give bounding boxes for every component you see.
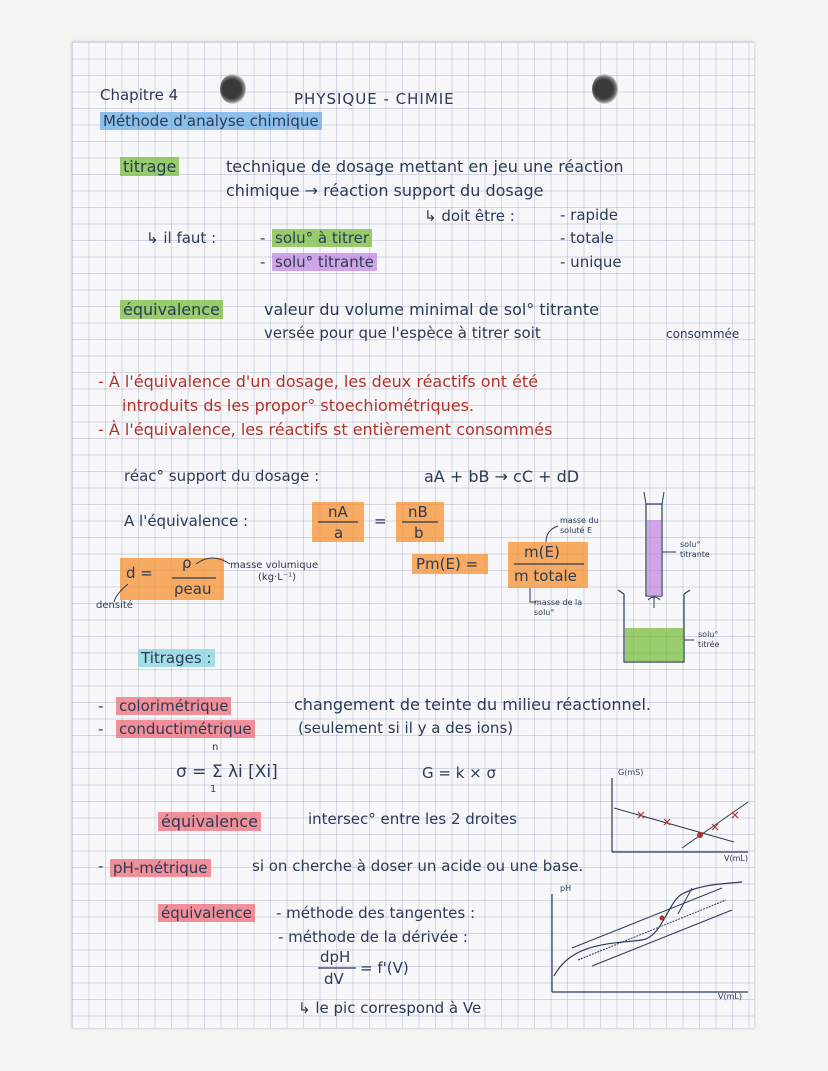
pm-label: Pm(E) = — [416, 555, 479, 573]
chapter-label: Chapitre 4 — [100, 86, 179, 104]
equivalence-def-end: consommée — [666, 327, 740, 341]
equivalence-def-1: valeur du volume minimal de sol° titrante — [264, 300, 600, 319]
pm-ann-top: masse du — [560, 516, 599, 525]
reaction-label: réac° support du dosage : — [124, 467, 320, 485]
conductimetrique-def: (seulement si il y a des ions) — [298, 719, 514, 737]
burette-titree-label: solu° — [698, 630, 719, 639]
equals-sign: = — [374, 512, 387, 530]
point-1: - À l'équivalence d'un dosage, les deux réactifs ont été — [98, 372, 539, 391]
equivalence-def-2: versée pour que l'espèce à titrer soit — [264, 324, 541, 342]
equivalence-term: équivalence — [120, 300, 223, 319]
prop-rapide: - rapide — [560, 206, 618, 224]
burette-titrante-label: solu° — [680, 540, 701, 549]
dash: - — [260, 253, 266, 271]
need-solu-titrer: solu° à titrer — [272, 229, 372, 247]
subject-title: PHYSIQUE - CHIMIE — [294, 90, 455, 108]
density-rho: ρ — [182, 554, 192, 572]
pm-den: m totale — [514, 567, 577, 585]
prop-unique: - unique — [560, 253, 622, 271]
ph-graph — [72, 42, 754, 1028]
ph-equivalence-term: équivalence — [158, 904, 255, 922]
ph-graph-y-label: pH — [560, 884, 572, 893]
needs-label: ↳ il faut : — [146, 229, 217, 247]
ph-def: si on cherche à doser un acide ou une base. — [252, 857, 584, 875]
ph-method-derivee: - méthode de la dérivée : — [278, 928, 468, 946]
must-be-label: ↳ doit être : — [424, 207, 515, 225]
pm-ann-top2: soluté E — [560, 526, 593, 535]
dv-label: dV — [324, 970, 344, 988]
fraction-nB: nB — [408, 503, 428, 521]
titrage-term: titrage — [120, 157, 179, 176]
g-formula: G = k × σ — [422, 764, 497, 782]
density-rho-eau: ρeau — [174, 580, 212, 598]
point-2: introduits ds les propor° stoechiométriques. — [122, 396, 475, 415]
peak-note: ↳ le pic correspond à Ve — [298, 999, 482, 1017]
cond-equivalence-def: intersec° entre les 2 droites — [308, 810, 517, 828]
dash: - — [98, 857, 104, 875]
fraction-a: a — [334, 524, 344, 542]
colorimetrique-term: colorimétrique — [116, 697, 231, 715]
titrage-def-1: technique de dosage mettant en jeu une réaction — [226, 157, 624, 176]
density-d: d = — [126, 564, 153, 582]
notebook-page — [72, 42, 754, 1028]
ph-graph-x-label: V(mL) — [718, 992, 742, 1001]
sum-bottom: 1 — [210, 784, 217, 795]
fraction-nA: nA — [328, 503, 348, 521]
fraction-b: b — [414, 524, 424, 542]
sum-top: n — [212, 742, 219, 753]
cond-equivalence-term: équivalence — [158, 812, 261, 831]
dash: - — [98, 697, 104, 715]
cond-graph-y-label: G(mS) — [618, 768, 644, 777]
dph-label: dpH — [320, 948, 351, 966]
sigma-formula: σ = Σ λi [Xi] — [176, 762, 278, 782]
page-title: Méthode d'analyse chimique — [100, 112, 322, 130]
derivative-label: = f'(V) — [360, 959, 409, 977]
pm-ann-bottom: masse de la — [534, 598, 583, 607]
cond-graph-x-label: V(mL) — [724, 854, 748, 863]
ph-term: pH-métrique — [110, 859, 211, 877]
pm-ann-bottom2: solu° — [534, 608, 555, 617]
titrages-heading: Titrages : — [138, 649, 215, 667]
reaction-equation: aA + bB → cC + dD — [424, 467, 580, 486]
point-3: - À l'équivalence, les réactifs st entièrement consommés — [98, 420, 553, 439]
densite-label: densité — [96, 600, 133, 611]
at-equivalence-label: A l'équivalence : — [124, 512, 249, 530]
burette-titrante-label-2: titrante — [680, 550, 710, 559]
mv-unit: (kg·L⁻¹) — [258, 572, 296, 583]
conductimetrique-term: conductimétrique — [116, 720, 255, 738]
dash: - — [260, 229, 266, 247]
pm-num: m(E) — [524, 543, 560, 561]
dash: - — [98, 720, 104, 738]
ph-method-tangentes: - méthode des tangentes : — [276, 904, 476, 922]
titrage-def-2: chimique → réaction support du dosage — [226, 181, 544, 200]
mv-label: masse volumique — [230, 560, 319, 571]
colorimetrique-def: changement de teinte du milieu réactionnel. — [294, 695, 652, 714]
need-solu-titrante: solu° titrante — [272, 253, 377, 271]
burette-titree-label-2: titrée — [698, 640, 720, 649]
prop-totale: - totale — [560, 229, 614, 247]
